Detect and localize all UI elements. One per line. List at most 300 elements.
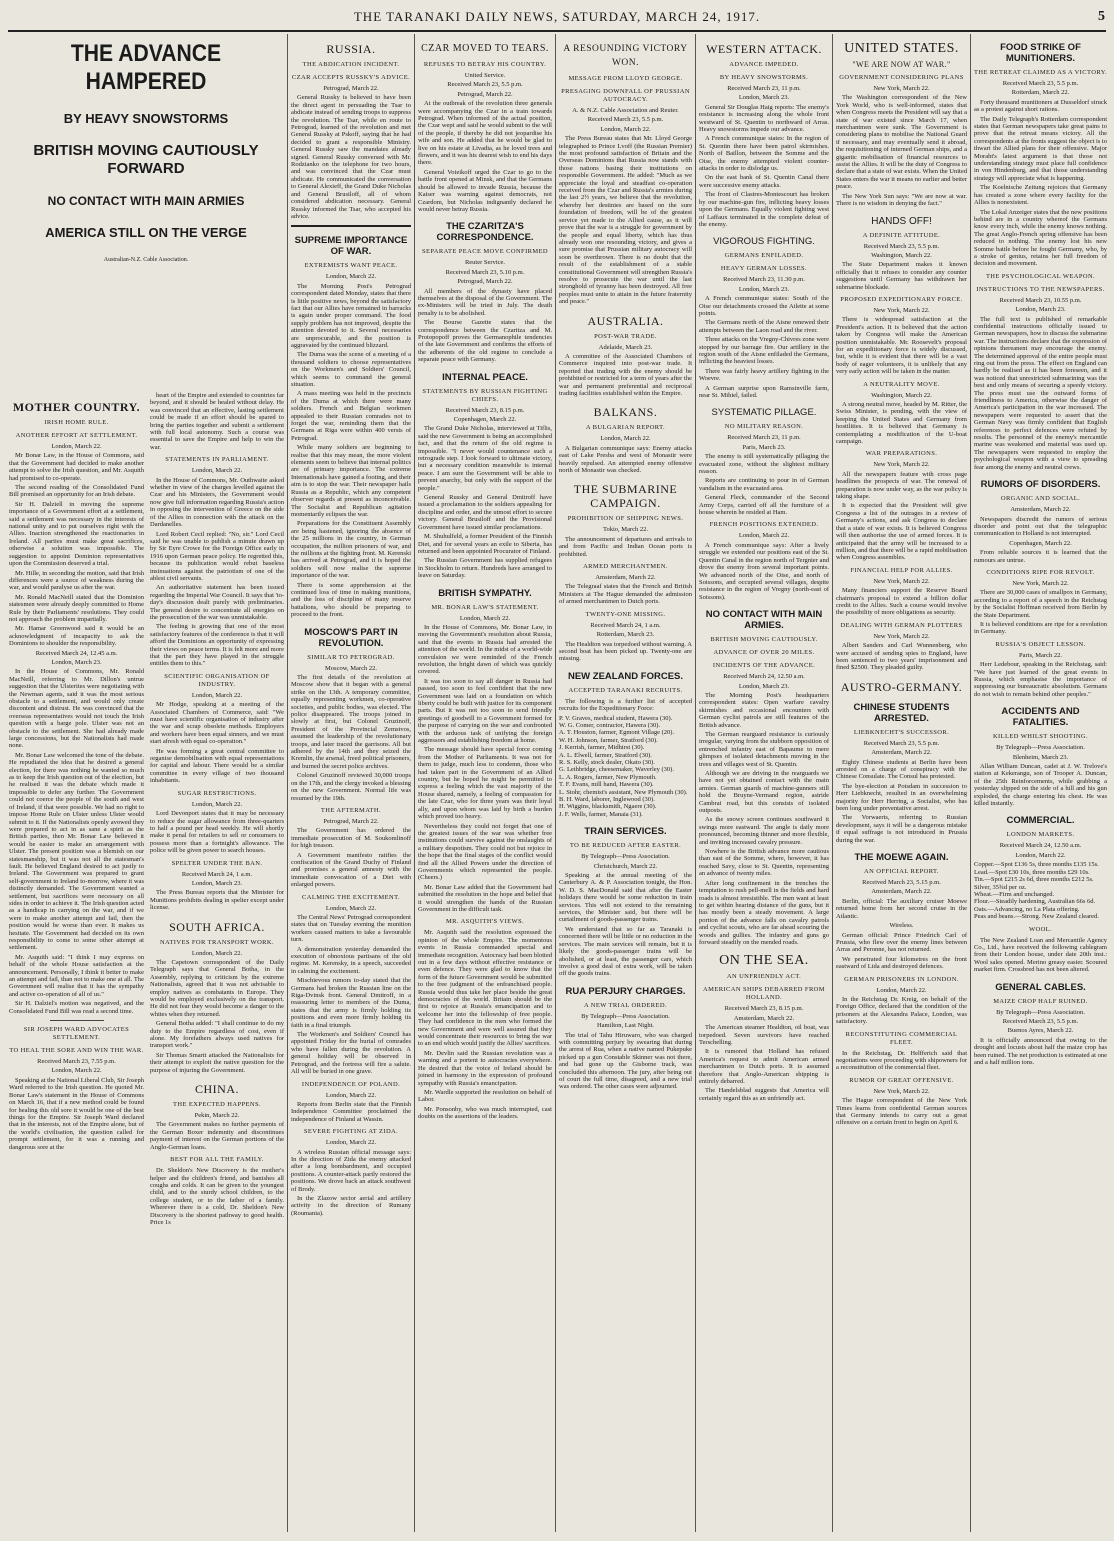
dateline: London, March 22. xyxy=(325,904,377,912)
sub-extremists: EXTREMISTS WANT PEACE. xyxy=(304,262,398,270)
sub-offensive: RUMOR OF GREAT OFFENSIVE. xyxy=(849,1076,954,1084)
paragraph: While many soldiers are beginning to realise that this may mean, the more violent elements seem to believe that internal politics are of primary importance. The extreme Internationals have gained a footing, and their aim is to stop the war. Their newspaper hails Russia as a Republic, which any competent observer regards at present as inconceivable. The Socialist and Republican agitation momentarily eclipses the war. xyxy=(291,444,411,518)
sub-poland: INDEPENDENCE OF POLAND. xyxy=(301,1080,401,1088)
paragraph: It is rumored that Holland has refused America's request to admit American armed merchantmen to Dutch ports. It is assumed therefore that Anglo-American shipping is entirely debarred. xyxy=(699,1048,829,1085)
received-line: Received March 23, 5.5 p.m. xyxy=(587,116,664,124)
dateline: Petrograd, March 22. xyxy=(323,817,379,825)
recruit-entry: L. Stohr, chemist's assistant, New Plymouth (30). xyxy=(559,788,688,796)
dateline: Petrograd, March 22. xyxy=(457,278,513,286)
paragraph: The Washington correspondent of the New York World, who is well-informed, states that when Congress meets the President will say that a state of war existed since March 17, when merchantmen were sunk. The Government is considering plans to mobilise the National Guard if necessary, and may eventually send it abroad, the requisitioning of interned German ships, and a gigantic mobilisation of financial resources to assist the Allies. It will be the duty of Congress to declare that a state of war exists. When the United States enters the war it means no earlier and better peace. xyxy=(836,94,967,191)
column-8 xyxy=(971,34,1110,1532)
sub-pillage: SYSTEMATIC PILLAGE. xyxy=(711,407,817,419)
paragraph: Many financiers support the Reserve Board chairman's proposal to extend a billion dollar credit to the Allies. Such a course would involve the possibility of more obligations as security. xyxy=(836,587,967,617)
received-line: Received March 23, 8.15 p.m. xyxy=(724,1005,804,1013)
dateline: Amsterdam, March 22. xyxy=(733,1014,795,1022)
section-rua-perjury: RUA PERJURY CHARGES. xyxy=(565,985,686,997)
sub-enfiladed: GERMANS ENFILADED. xyxy=(724,252,804,260)
section-commercial: COMMERCIAL. xyxy=(1006,815,1075,827)
paragraph: A Bulgarian communique says: Enemy attacks east of Lake Presba and west of Monastir were heavily repulsed. An attempted enemy offensive north of Monastir was checked. xyxy=(559,444,692,475)
paragraph: In the Reichstag, Dr. Helfferich said that negotiations were proceeding with shipowners for a reconstitution of the commercial fleet. xyxy=(836,1049,967,1072)
dateline: London, March 23. xyxy=(51,658,102,666)
dateline: New York, March 22. xyxy=(873,461,930,469)
paragraph: The Germans north of the Aisne renewed their attempts between the Laon road and the river. xyxy=(699,319,829,334)
sub-organic: ORGANIC AND SOCIAL. xyxy=(1000,495,1081,503)
paragraph: The Grand Duke Nicholas, interviewed at Tiflis, said the new Government is being an accomplished fact, and that the return of the old regime is impossible. "I never would countenance such a retrograde step. I look forward to ultimate victory, but a necessary condition meanwhile is internal peace. I am sure the Government will be able to prevent anarchy, but only with the support of the people." xyxy=(418,425,552,492)
market-list xyxy=(974,861,1107,920)
sub-commercial-fleet: RECONSTITUTING COMMERCIAL FLEET. xyxy=(845,1030,958,1046)
paragraph: From reliable sources it is learned that the rumours are untrue. xyxy=(974,549,1107,564)
sub-lloyd-george: MESSAGE FROM LLOYD GEORGE. xyxy=(568,75,683,82)
sub-separate-peace: SEPARATE PEACE MOVE CONFIRMED xyxy=(421,248,549,256)
sub-object-lesson: RUSSIA'S OBJECT LESSON. xyxy=(995,640,1086,648)
recruit-entry: H. Wiggins, blacksmith, Ngaere (30). xyxy=(559,803,657,811)
sub-supreme-importance: SUPREME IMPORTANCE OF WAR. xyxy=(294,235,408,258)
dateline: London, March 22. xyxy=(51,443,102,450)
section-united-states: UNITED STATES. xyxy=(844,41,959,56)
dateline: Christchurch, March 22. xyxy=(593,862,658,870)
paragraph: Mr. Asquith said: "I think I may express on behalf of the whole House satisfaction at the announcement. Personally, I think it better to make an attempt and fail, than not to make one at all. The Government will realise that it has the sympathy and active co-operation of all of us." xyxy=(9,953,144,998)
paragraph: There was fairly heavy artillery fighting in the Woevre. xyxy=(699,367,829,383)
received-line: Received March 24, 12.45 a.m. xyxy=(35,649,118,657)
sub-financial: FINANCIAL HELP FOR ALLIES. xyxy=(850,566,953,574)
paragraph: The enemy is still systematically pillaging the evacuated zone, without the slightest military reason. xyxy=(699,453,829,476)
paragraph: In the House of Commons, Mr. Ronald MacNeill, referring to Mr. Dillon's untrue suggestion that the Ulsterites were negotiating with the Newman agents, said it was the most serious obstacle to a settlement, and would only create discontent and distrust. He was convinced that the overseas representatives would not touch the Irish question with a barge pole. Ulster was not an obstacle to the settlement. She had already made large concessions, but the Nationalists had made none. xyxy=(9,668,144,750)
paragraph: The Telegraaf states that the French and British Ministers at The Hague demanded the admission of armed merchantmen to Dutch ports. xyxy=(559,583,692,606)
dateline: London, March 22. xyxy=(1015,851,1066,859)
paragraph: The Capetown correspondent of the Daily Telegraph says that General Botha, in the Assembly, replying to criticism by the extreme Nationalists, agreed that it was not advisable to employ natives as combatants in Europe. They would be employed exclusively on the transport. He did not fear they would become a danger to the whites when they returned. xyxy=(150,958,284,1018)
recruit-entry: T. F. Evans, mill hand, Hawera (30). xyxy=(559,781,654,789)
dateline: Washington, March 22. xyxy=(871,391,932,399)
paragraph: Reports are continuing to pour in of German vandalism in the evacuated area. xyxy=(699,477,829,492)
sub-definite: A DEFINITE ATTITUDE. xyxy=(862,231,941,239)
paragraph: The Press Bureau reports that the Minister for Munitions prohibits dealing in spelter except under license. xyxy=(150,889,284,912)
section-food-strike: FOOD STRIKE OF MUNITIONERS. xyxy=(1000,42,1081,64)
section-submarine: THE SUBMARINE CAMPAIGN. xyxy=(573,482,678,511)
paragraph: The feeling is growing that one of the most satisfactory features of the conference is that it will afford the Dominions an opportunity of expressing their views on peace terms. It is felt more and more that the part they have played in the struggle entitles them to this." xyxy=(150,623,284,668)
paragraph: Mr. Bonar Law welcomed the tone of the debate. He repudiated the idea that he desired a general election, for there was nothing he wanted so much as to keep the Irish question out of the election, but he realised it was the debate which made it impossible to defer any further. The Government could not coerce the people of the south and west of Ireland, if that were possible. We had no right to impose Home Rule on Ulster unless Ulster would submit to it. If the Nationalists openly avowed they were prepared to act in as sane a spirit as the British parties, then Mr. Bonar Law believed it would be easier to make an arrangement with Ulster. The present position was a blemish on our statesmanship, but it was not all the statesman's fault. He believed England desired to act justly to Ireland. The Government was prepared to grant self-government to Ireland to-morrow, where it was distinctly demanded. The Government wanted a settlement, but sacrifices were necessary on all sides in order to achieve it. The Irish question acted as a handicap in carrying on the war, and if we were to make another attempt and fail, then the position would be worse than ever. It makes us hesitate. The Government had decided on its own responsibility to come to some other attempt at settlement. xyxy=(9,751,144,952)
sub-reduced: TO BE REDUCED AFTER EASTER. xyxy=(569,842,682,850)
dateline: London, March 22. xyxy=(325,273,377,281)
sub-cautiously: BRITISH MOVING CAUTIOUSLY. xyxy=(710,636,818,644)
sub-no-contact: NO CONTACT WITH MAIN ARMIES. xyxy=(705,609,823,632)
paragraph: Eighty Chinese students at Berlin have been arrested on a charge of conspiracy with the Chinese Consulate. The Consul has protested. xyxy=(836,758,967,781)
sub-bonar-law: MR. BONAR LAW'S STATEMENT. xyxy=(431,603,539,611)
credit-line: By Telegraph—Press Association. xyxy=(581,1012,670,1020)
dateline: Petrograd, March 22. xyxy=(323,85,379,92)
lead-credit: Australian-N.Z. Cable Association. xyxy=(103,257,189,263)
deck-1: BY HEAVY SNOWSTORMS xyxy=(63,111,229,126)
paragraph: A strong neutral move, headed by M. Ritter, the Swiss Minister, is pending, with the view of keeping the United States and Germany from hostilities. It is believed that Germany is contemplating a modification of the U-boat campaign. xyxy=(836,401,967,446)
dateline: London, March 22. xyxy=(191,949,243,957)
dateline: London, March 22. xyxy=(738,532,790,540)
dateline: London, March 23. xyxy=(738,94,790,102)
column-1 xyxy=(6,392,147,1532)
paragraph: The Healdton was torpedoed without warning. A second boat has been picked up. Twenty-one are missing. xyxy=(559,640,692,663)
sub-moscow: MOSCOW'S PART IN REVOLUTION. xyxy=(304,626,398,649)
paragraph: The Russian Government has supplied refugees in Stockholm to return. Hundreds have arranged to leave on Saturday. xyxy=(418,557,552,580)
sub-prohibition: PROHIBITION OF SHIPPING NEWS. xyxy=(567,515,684,523)
paragraph: The Workmen's and Soldiers' Council has appointed Friday for the burial of comrades who have fallen during the revolution. A general holiday will be observed in Petrograd, and the fortress will fire a salute. All will be buried in one grave. xyxy=(291,1031,411,1076)
dateline: London, March 23. xyxy=(191,879,243,887)
recruit-entry: R. S. Kelly, stock dealer, Okato (30). xyxy=(559,758,655,766)
section-accidents: ACCIDENTS AND FATALITIES. xyxy=(1001,706,1080,729)
section-moewe: THE MOEWE AGAIN. xyxy=(854,852,949,864)
paragraph: A mass meeting was held in the precincts of the Duma at which there were many soldiers. French and Belgian workmen appealed to their Russian comrades not to forget the war, reminding them that the Germans at Riga were within 400 versts of Petrograd. xyxy=(291,390,411,442)
dateline: London, March 23. xyxy=(738,285,790,293)
received-line: Received March 23, 5.5 p.m. xyxy=(447,81,523,89)
page-number: 5 xyxy=(1098,9,1106,24)
market-entry: Oats.—Advancing, no La Plata offering. xyxy=(974,905,1080,913)
dateline: Copenhagen, March 22. xyxy=(453,416,517,423)
paragraph: The New York Sun says: "We are now at war. There is no wisdom in denying the fact." xyxy=(836,192,967,208)
lead-story-header xyxy=(6,34,286,354)
dateline: Pekin, March 22. xyxy=(194,1112,240,1120)
paragraph: Speaking at the annual meeting of the Canterbury A. & P. Association tonight, the Hon. W. D. S. MacDonald said that after the Easter holidays there would be some reduction in train services. This will not extend to the remaining services, the Minister said, but there will be curtailment of goods-passenger trains. xyxy=(559,872,692,924)
paragraph: Mr. Hille, in seconding the motion, said that Irish differences were a source of weakness during the war, and would paralyse us after the war. xyxy=(9,569,144,592)
sub-heavy-losses: HEAVY GERMAN LOSSES. xyxy=(720,265,808,273)
paragraph: After long confinement in the trenches the temptation to rush pell-mell in the fields and hard roads is almost irresistible. The men want at least to get within hearing distance of the guns, but it has mostly been a steady movement. A large portion of the advance falls on cavalry patrols and cyclist scouts, who are far ahead scouring the woods and gullies. The infantry and guns go forward steadily on the mended roads. xyxy=(699,879,829,946)
paragraph: The German rearguard resistance is curiously irregular, varying from the stubborn opposition of entrenched infantry east of Bapaume to mere glimpses of isolated detachments moving in the trees and villages west of St. Quentin. xyxy=(699,730,829,768)
recruit-entry: J. Kerrish, farmer, Midhirst (30). xyxy=(559,744,645,752)
paragraph: The Morning Post's headquarters correspondent states: Open warfare cavalry skirmishes and occasional encounters with German cyclist patrols are still features of the British advance. xyxy=(699,691,829,729)
dateline: New York, March 22. xyxy=(873,306,930,314)
received-line: Received March 23, 11.30 p.m. xyxy=(723,276,805,284)
column-5 xyxy=(556,34,695,1532)
paragraph: Lord Robert Cecil replied: "No, sir." Lord Cecil said he was unable to publish a minute drawn up by Sir Eyre Crowe for the Foreign Office early in 1916 upon German peace policy. He regretted this, because its publication would rebut baseless insinuations against the patriotism of one of the ablest civil servants. xyxy=(150,530,284,582)
paragraph: General Sir Douglas Haig reports: The enemy's resistance is increasing along the whole front westward of St. Quentin to northward of Arras. Heavy snowstorms impede our advance. xyxy=(699,103,829,134)
paragraph: There is some apprehension at the continued loss of time in making munitions, and the loss of discipline of many reserve battalions, who should be preparing to proceed to the front. xyxy=(291,581,411,619)
paragraph: The American steamer Healdton, oil boat, was torpedoed. Seven survivors have reached Terschelling. xyxy=(699,1024,829,1046)
section-general-cables: GENERAL CABLES. xyxy=(995,981,1086,993)
sub-abdication: THE ABDICATION INCIDENT. xyxy=(302,61,400,68)
credit-line: By Telegraph—Press Association. xyxy=(581,853,670,861)
sub-asquith: MR. ASQUITH'S VIEWS. xyxy=(445,918,525,926)
sub-fighting-chiefs: STATEMENTS BY RUSSIAN FIGHTING CHIEFS. xyxy=(422,387,548,403)
section-austro-germany: AUSTRO-GERMANY. xyxy=(840,679,963,694)
dateline: London, March 22. xyxy=(325,1139,377,1147)
dateline: Blenheim, March 23. xyxy=(1012,753,1069,761)
dateline: New York, March 22. xyxy=(873,632,930,640)
dateline: New York, March 22. xyxy=(873,1087,930,1095)
sub-maize: MAIZE CROP HALF RUINED. xyxy=(993,997,1088,1005)
sub-scientific: SCIENTIFIC ORGANISATION OF INDUSTRY. xyxy=(164,672,270,688)
paragraph: Albert Sanders and Carl Wunnenberg, who were accused of sending spies to England, have been sentenced to two years' imprisonment and fined $2500. They pleaded guilty. xyxy=(836,642,967,672)
deck-2: BRITISH MOVING CAUTIOUSLY FORWARD xyxy=(33,142,259,177)
recruit-entry: A. L. Elwell, farmer, Stratford (30). xyxy=(559,751,652,759)
paragraph: The Press Bureau states that Mr. Lloyd George telegraphed to Prince Lvoff (the Russian Premier) the most profound satisfaction of Britain and the Overseas Dominions that Russia now stands with those nations basing their institutions on responsible Government. He added: "Much as we appreciate the loyal and steadfast co-operation received from the Czar and Russia's armies during the last 2½ years, we believe that the revolution, whereby her destinies are based on the sure foundation of freedom, will be of the greatest service yet made to the Allied cause, as it will prove that the war is a struggle for government by the people and equal liberty, which has thus already won one resounding victory, and gives a sure promise that Prussian military autocracy will soon be overthrown. There is no doubt that the result of the establishment of a stable constitutional Government will strengthen Russia's resolve to prosecute the war until the last stronghold of tyranny has been destroyed. All free peoples must unite to attain in the future fraternity and peace." xyxy=(559,135,692,306)
divider xyxy=(291,225,411,227)
received-line: Received March 23, 8.15 p.m. xyxy=(445,406,525,414)
paragraph: Nevertheless they could not forget that one of the greatest issues of the war was whether free institutions could survive against the onslaughts of a military despotism. They could not but rejoice in the hope that the final stages of the conflict would find all the Allied Powers under the direction of Governments which represented the people. (Cheers.) xyxy=(418,822,552,882)
paragraph: At the outbreak of the revolution three generals were accompanying the Czar in a train towards Petrograd. When informed of the actual position, the Czar wept and said he would submit to the will of the people, if thereby he did not jeopardise his wife and son. He added that he would be glad to live on his estate at Livadia, as he loved trees and flowers, and it was his dearest wish to end his days there. xyxy=(418,100,552,167)
sub-internal-peace: INTERNAL PEACE. xyxy=(442,371,528,383)
sub-20-miles: ADVANCE OF OVER 20 MILES. xyxy=(713,649,815,657)
paragraph: There is widespread satisfaction at the President's action. It is believed that the action taken by Congress will make the American position unmistakable. Mr. Roosevelt's proposal for an expeditionary force is widely discussed, but, while it is evident that there will be a vast body of eager volunteers, it is unlikely that any very early action will be taken in the matter. xyxy=(836,316,967,376)
paragraph: heart of the Empire and extended to countries far beyond, and it should be healed without delay. He was convinced that an effective, lasting settlement could be made if an effort should be spared to bring the parties together and submit a settlement with full local autonomy. Such a course was essential to save the Empire and help to win the war. xyxy=(150,392,284,451)
received-line: Received March 23, 5.15 p.m. xyxy=(862,879,941,887)
paragraph: General Botha added: "I shall continue to do my duty to the Empire regardless of cost, even if alone. My forefathers always used natives for transport work." xyxy=(150,1020,284,1050)
paragraph: Newspapers discredit the rumors of serious disorder and point out that the telegraphic communication to Holland is not interrupted. xyxy=(974,515,1107,538)
sub-recruits: ACCEPTED TARANAKI RECRUITS. xyxy=(568,686,683,694)
section-czar-tears: CZAR MOVED TO TEARS. xyxy=(421,43,549,54)
section-mother-country: MOTHER COUNTRY. xyxy=(12,400,141,414)
sub-bulgarian: A BULGARIAN REPORT. xyxy=(585,424,666,432)
paragraph: The New Zealand Loan and Mercantile Agency Co., Ltd., have received the following cablegram from their London house, under date 20th inst.: Wool sales opened. Merino greasy easier. Scoured market firm. Crossbred has not been altered. xyxy=(974,936,1107,974)
received-line: Received March 23, 7.55 p.m. xyxy=(37,1058,116,1066)
received-line: Received March 24, 1 a.m. xyxy=(590,621,661,629)
masthead xyxy=(8,6,1106,32)
paragraph: The State Department makes it known officially that it refuses to consider any counter suggestions until Germany has withdrawn her submarine blockade. xyxy=(836,261,967,291)
paragraph: The following is a further list of accepted recruits for the Expeditionary Force: xyxy=(559,697,692,713)
dateline: New York, March 22. xyxy=(1012,579,1069,587)
sub-post-war: POST-WAR TRADE. xyxy=(594,332,657,340)
paragraph: A French communique says: After a lively struggle we extended our positions east of the St. Quentin Canal in the region north of Tergnier and drove the enemy from several important points. We advanced north of the Oise, and north of Soissons, and occupied several villages, despite resistance in the region of Vregny (north-east of Soissons). xyxy=(699,541,829,601)
paragraph: It is expected that the President will give Congress a list of the outrages in a review of Germany's actions, and ask Congress to declare that a state of war exists. It is believed Congress will then authorise the use of armed forces. It is anticipated that the army will be increased to a million, and that there will be a rapid mobilisation when Congress assembles. xyxy=(836,502,967,562)
paragraph: In the House of Commons, Mr. Bonar Law, in moving the Government's resolution about Russia, said that the events in Russia had arrested the attention of the world. In the midst of a world-wide convulsion we were reminded of the French revolution, the bright dawn of which was quickly covered. xyxy=(418,623,552,676)
paragraph: The first details of the revolution at Moscow show that it began with a general strike on the 13th. A temporary committee, equally representing workmen, co-operative societies, and public bodies, was elected. The police disappeared. The troops joined in slowly at first, but Colonel Gruzinoff, President of the Provincial Zemstvos, assumed the leadership of the revolutionary troops, and later traced the garrisons. All but adhered by the 14th and they seized the Kremlin, the arsenal, freed political prisoners, and burned the secret police archives. xyxy=(291,674,411,770)
market-entry: Silver, 35¾d per oz. xyxy=(974,883,1027,891)
paragraph: Mr. Ronald MacNeill stated that the Dominion statesmen were already deeply committed to Home Rule by their Parliaments' resolutions. They could not approach the problem impartially. xyxy=(9,593,144,623)
sub-aftermath: THE AFTERMATH. xyxy=(320,806,382,814)
divider xyxy=(50,1020,104,1021)
paragraph: German official: Prince Friedrich Carl of Prussia, who flew over the enemy lines between Arras and Peronne, has not returned. xyxy=(836,931,967,954)
received-line: Received March 24, 12.50 a.m. xyxy=(723,673,805,681)
dateline: Washington, March 22. xyxy=(871,251,932,259)
paragraph: M. Shuhulfeld, a former President of the Finnish Diet, and for several years an exile to Siberia, has returned and been appointed Procurator of Finland. xyxy=(418,533,552,555)
recruit-entry: W. H. Johnson, farmer, Stratford (30). xyxy=(559,736,658,744)
paragraph: The message should have special force coming from the Mother of Parliaments. It was not for them to judge, much less to condemn, those who had taken part in the Government of an Allied country, but he hoped he might be permitted to express a feeling which the vast majority of the House shared, namely, a feeling of compassion for the late Czar, who for three years was their loyal ally, and upon whom was laid by birth a burden which proved too heavy. xyxy=(418,746,552,821)
dateline: Paris, March 23. xyxy=(742,443,786,451)
sub-advance-impeded: ADVANCE IMPEDED. xyxy=(729,61,799,68)
paragraph: Sir H. Dalziel's motion was negatived, and the Consolidated Fund Bill was read a second time. xyxy=(9,1000,144,1015)
section-south-africa: SOUTH AFRICA. xyxy=(169,919,265,934)
received-line: Received March 24, 12.50 a.m. xyxy=(999,842,1082,850)
credit-line: United Service. xyxy=(464,72,506,79)
dateline: London, March 22. xyxy=(600,125,651,133)
sub-spelter: SPELTER UNDER THE BAN. xyxy=(171,859,263,867)
credit-line: By Telegraph—Press Association. xyxy=(996,744,1085,752)
paragraph: General Fleck, commander of the Second Army Corps, carried off all the furniture of a house wherein he resided at Ham. xyxy=(699,494,829,517)
section-australia: AUSTRALIA. xyxy=(587,313,664,328)
dateline: Rotterdam, March 22. xyxy=(1011,89,1070,97)
paragraph: General Voieikoff urged the Czar to go to the battle front opened at Minsk, and that the Germans should be allowed to invade Russia, because the Kaiser was warning against democrats, not Czardom, but Nicholas indignantly declared he would never betray Russia. xyxy=(418,168,552,213)
sub-russky: CZAR ACCEPTS RUSSKY'S ADVICE. xyxy=(291,74,411,81)
recruit-entry: L. A. Rogers, farmer, New Plymouth. xyxy=(559,773,657,781)
section-western-attack: WESTERN ATTACK. xyxy=(706,42,822,56)
section-resounding-victory: A RESOUNDING VICTORY WON. xyxy=(563,44,688,68)
sub-new-trial: A NEW TRIAL ORDERED. xyxy=(584,1001,667,1009)
market-entry: Wheat.—Firm and unchanged. xyxy=(974,890,1055,898)
received-line: Received March 23, 5.5 p.m. xyxy=(1002,1017,1079,1025)
sub-considering: GOVERNMENT CONSIDERING PLANS xyxy=(839,74,964,81)
paragraph: The Koelnische Zeitung rejoices that Germany has created a zone where every facility for the Allies is nonexistent. xyxy=(974,184,1107,207)
sub-wool: WOOL. xyxy=(1028,925,1053,933)
dateline: London, March 23. xyxy=(738,682,790,690)
dateline: Rotterdam, March 23. xyxy=(596,631,655,639)
sub-hands-off: HANDS OFF! xyxy=(871,215,932,227)
sub-vigorous: VIGOROUS FIGHTING. xyxy=(713,236,815,248)
main-headline: THE ADVANCE HAMPERED xyxy=(70,40,222,95)
dateline: London, March 23. xyxy=(1015,306,1066,314)
dateline: London, March 22. xyxy=(325,1091,377,1099)
sub-expected: THE EXPECTED HAPPENS. xyxy=(172,1101,262,1109)
paragraph: The front of Clastres-Montescourt has broken by our machine-gun fire, inflicting heavy losses upon the Germans. Equally violent fighting west of Laffaux terminated in the complete defeat of the enemy. xyxy=(699,191,829,228)
dateline: Copenhagen, March 22. xyxy=(1009,539,1072,547)
paragraph: Nowhere is the British advance more cautious than east of the Somme, where, however, it has reached Savy, close to St. Quentin, representing an advance of twenty miles. xyxy=(699,848,829,878)
sub-calming: CALMING THE EXCITEMENT. xyxy=(302,893,400,901)
paragraph: Sir H. Dalziell in moving the supreme importance of a Government effort at a settlement, said a settlement was necessary in the interests of national unity and to put ourselves right with the Allies. Inaction strengthened the reactionaries in Ireland. All parties must make great sacrifices, otherwise a solution was impossible. The suggestion to appoint Dominion representatives upon the Commission deserved a trial. xyxy=(9,500,144,568)
sub-unfriendly: AN UNFRIENDLY ACT. xyxy=(726,973,802,981)
paragraph: In the Zlazow sector aerial and artillery activity in the direction of Rumany (Roumania). xyxy=(291,1194,411,1217)
recruit-entry: B. H. Ward, laborer, Inglewood (30). xyxy=(559,796,655,803)
dateline: Amsterdam, March 22. xyxy=(871,749,932,757)
dateline: London, March 22. xyxy=(191,800,243,808)
sub-family: BEST FOR ALL THE FAMILY. xyxy=(170,1156,264,1164)
column-6 xyxy=(696,34,832,1532)
paragraph: All the newspapers feature with cross page headlines the prospects of war. The renewal of preparation is now under way, as the war policy is taking shape. xyxy=(836,470,967,501)
paragraph: Although we are driving in the rearguards we have not yet obtained contact with the main armies. German guards of machine-gunners still hold the Bruyne-Vermand region, astride Cambrai road, but this consists of isolated outposts. xyxy=(699,770,829,815)
sub-natives: NATIVES FOR TRANSPORT WORK. xyxy=(159,938,275,946)
sub-czaritza: THE CZARITZA'S CORRESPONDENCE. xyxy=(436,221,534,244)
paragraph: The Handelsblad suggests that America will certainly regard this as an unfriendly act. xyxy=(699,1087,829,1102)
paragraph: Forty thousand munitioners at Dusseldorf struck as a protest against short rations. xyxy=(974,98,1107,114)
paragraph: All members of the dynasty have placed themselves at the disposal of the Government. The ex-Ministers will be tried in July. The death penalty is to be abolished. xyxy=(418,287,552,317)
paragraph: The Central News' Petrograd correspondent states that on Tuesday evening the munition workers caused matters to take a favourable turn. xyxy=(291,913,411,944)
paragraph: General Russky and General Dmitroff have issued a proclamation to the soldiers appealing for discipline and order, and the utmost effort to secure victory. General Brusiloff and the Provisional Government have issued similar proclamations. xyxy=(418,494,552,531)
sub-presaging: PRESAGING DOWNFALL OF PRUSSIAN AUTOCRACY. xyxy=(561,88,690,103)
paragraph: The Morning Post's Petrograd correspondent dated Monday, states that there is little positive news, beyond the satisfactory fact that our Allies have remained in barracks is again under proper command. The food supply problem has not improved, despite the attention devoted to it. Several necessaries are unprocurable, and the position is aggravated by the continued blizzard. xyxy=(291,282,411,349)
sub-ripe: CONDITIONS RIPE FOR REVOLT. xyxy=(986,568,1095,576)
recruit-list xyxy=(559,715,692,819)
sub-london-markets: LONDON MARKETS. xyxy=(1006,831,1075,839)
paragraph: A French communique states: In the region of St. Quentin there have been patrol skirmishes. North of Baillon, between the Somme and the Oise, the enemy attempted violent counter-attacks in order to dislodge us. xyxy=(699,135,829,173)
paragraph: The trial of Tahu Hiruwaro, who was charged with committing perjury by swearing that during the arrest of Rua, when a native named Pukepuke picked up a gun Constable Skinner was not there, and had gone up the Gisborne track, was concluded this afternoon. The jury, after being out of court the full time, disagreed, and a new trial was ordered. The other cases were adjourned. xyxy=(559,1031,692,1091)
dateline: Amsterdam, March 22. xyxy=(871,888,932,896)
sub-official-report: AN OFFICIAL REPORT. xyxy=(864,868,939,876)
paragraph: Berlin, official: The auxiliary cruiser Moewe returned home from her second cruise in the Atlantic. xyxy=(836,897,967,920)
paragraph: The Bourse Gazette states that the correspondence between the Czaritza and M. Protopopoff proves the Germanophile tendencies of the late Government and confirms the efforts of the adherents of the old regime to conclude a separate peace with Germany. xyxy=(418,319,552,364)
paragraph: There are 30,000 cases of smallpox in Germany, according to a report of a speech in the Reichstag by the Socialist Hoffman received from Berlin by the State Department. xyxy=(974,589,1107,619)
credit-line: Reuter Service. xyxy=(464,259,506,267)
sub-sugar: SUGAR RESTRICTIONS. xyxy=(177,789,257,797)
paragraph: As the snowy screen continues southward it swings more eastward. The angle is daily more pronounced, becoming thinner and more flexible, and inviting increased cavalry pressure. xyxy=(699,816,829,846)
masthead-title: THE TARANAKI DAILY NEWS, SATURDAY, MARCH 24, 1917. xyxy=(353,9,761,24)
paragraph: The bye-election at Potsdam in succession to Herr Liebknecht, resulted in an overwhelming majority for Herr Herring, a Socialist, who has been long under preventative arrest. xyxy=(836,782,967,813)
paragraph: We penetrated four kilometres on the front eastward of Lida and destroyed defences. xyxy=(836,955,967,971)
column-2 xyxy=(147,392,287,1532)
paragraph: A French communique states: South of the Oise our detachments crossed the Ailette at some points. xyxy=(699,295,829,317)
dateline: London, March 22. xyxy=(51,1067,102,1075)
column-3 xyxy=(288,34,414,1532)
sub-no-military: NO MILITARY REASON. xyxy=(724,423,804,431)
sub-incidents: INCIDENTS OF THE ADVANCE. xyxy=(712,662,816,670)
sub-psychological: THE PSYCHOLOGICAL WEAPON. xyxy=(985,272,1096,280)
sub-war-preparations: WAR PREPARATIONS. xyxy=(865,450,938,458)
section-russia: RUSSIA. xyxy=(326,42,376,56)
dateline: London, March 22. xyxy=(600,435,651,443)
paragraph: A wireless Russian official message says: In the direction of Zida the enemy attacked after a long bombardment, and occupied positions. A counter-attack partly restored the positions. We drove back an attack southwest of Brody. xyxy=(291,1148,411,1193)
paragraph: A German surprise upon Ramsinville farm, near St. Mihiel, failed. xyxy=(699,384,829,399)
paragraph: The Hague correspondent of the New York Times learns from confidential German sources that Germany intends to carry out a great offensive on a certain front to begin on April 6. xyxy=(836,1097,967,1127)
dateline: Petrograd, March 22. xyxy=(457,90,513,98)
paragraph: A demonstration yesterday demanded the execution of obnoxious partisans of the old regime. M. Kerensky, in a speech, succeeded in calming the excitement. xyxy=(291,945,411,975)
dateline: New York, March 22. xyxy=(873,577,930,585)
paragraph: The Daily Telegraph's Rotterdam correspondent states that German newspapers take great pains to prove that the retreat means victory. All the correspondents at the fronts suggest the object is to thwart the Allied plans for their offensive. Major Moraht's latest argument is that those not understanding strategy must place full confidence in von Hindenburg, and that those understanding strategy will appreciate what is happening. xyxy=(974,115,1107,182)
section-rumors: RUMORS OF DISORDERS. xyxy=(980,479,1101,491)
dateline: London, March 22. xyxy=(191,467,243,475)
recruit-entry: A. T. Houston, farmer, Egmont Village (20). xyxy=(559,729,675,737)
sub-now-at-war: "WE ARE NOW AT WAR." xyxy=(852,60,951,69)
market-entry: Copper.—Spot £136 5s, three months £135 15s. xyxy=(974,861,1099,869)
received-line: Received March 23, 11 p.m. xyxy=(727,434,801,442)
dateline: Amsterdam, March 22. xyxy=(1010,506,1071,514)
sub-statements: STATEMENTS IN PARLIAMENT. xyxy=(165,456,269,464)
section-nz-forces: NEW ZEALAND FORCES. xyxy=(567,670,684,682)
paragraph: On the east bank of St. Quentin Canal there were successive enemy attacks. xyxy=(699,174,829,189)
sub-prisoners: GERMAN PRISONERS IN LONDON. xyxy=(844,975,959,983)
dateline: New York, March 22. xyxy=(873,85,930,92)
sub-liebknecht: LIEBKNECHT'S SUCCESSOR. xyxy=(853,728,950,736)
sub-zida: SEVERE FIGHTING AT ZIDA. xyxy=(303,1128,399,1136)
recruit-entry: J. F. Wells, farmer, Manaia (31). xyxy=(559,810,643,818)
paragraph: Allan William Duncan, cadet at J. W. Trelove's station at Kekerangu, son of Trooper A. Duncan, of the 25th Reinforcements, while grabbing a yesterday slipped on the side of a hill and his gun exploded, the charge entering his chest. He was killed instantly. xyxy=(974,763,1107,808)
column-7 xyxy=(833,34,970,1532)
paragraph: It is believed conditions are ripe for a revolution in Germany. xyxy=(974,620,1107,636)
paragraph: Mr Hodge, speaking at a meeting of the Associated Chambers of Commerce, said: "We must have scientific organisation of industry after the war and scrap obsolete methods. Employers and workers have been equal sinners, and we must start afresh with equal co-operation." xyxy=(150,701,284,746)
paragraph: Mr. Devlin said the Russian revolution was a warning and a portent to autocracies everywhere. He desired that the voice of Ireland should be joined in harmony in the expression of profound sympathy with Russia's emancipation. xyxy=(418,1049,552,1087)
paragraph: Mr. Ponsonby, who was much interrupted, cast doubts on the assertions of the leaders. xyxy=(418,1105,552,1121)
paragraph: Mr. Bonar Law added that the Government had submitted the resolution in the hope and belief that it would strengthen the hands of the Russian Government in the difficult task. xyxy=(418,883,552,913)
paragraph: Mr. Wardle supported the resolution on behalf of Labor. xyxy=(418,1088,552,1104)
paragraph: It was too soon to say all danger in Russia had passed, too soon to feel confident that the new Government was laid on a foundation on which liberty could be built with justice for its component parts. But it was not too soon to send friendly greetings of goodwill to a Government formed for the purpose of carrying on the war and confronted with the arduous task of unifying the foreign aggressors and establishing freedom at home. xyxy=(418,677,552,745)
recruit-entry: P. V. Graves, medical student, Hawera (30). xyxy=(559,714,673,722)
sub-similar: SIMILAR TO PETROGRAD. xyxy=(307,653,395,661)
sub-british-sympathy: BRITISH SYMPATHY. xyxy=(438,587,532,599)
paragraph: The Lokal Anzeiger states that the new positions behind are in a country whereof the Germans know every inch, while the enemy knows nothing. The great Anglo-French spring offensive has been reduced to nothing. The enemy lost his new Somme battle before he fought Germany, who, by a stroke of genius, retains her full freedom of decision and movement. xyxy=(974,208,1107,268)
dateline: London, March 22. xyxy=(459,614,511,622)
paragraph: Reports from Berlin state that the Finnish Independence Committee proclaimed the independence of Finland at Wassin. xyxy=(291,1100,411,1123)
section-balkans: BALKANS. xyxy=(593,405,658,420)
paragraph: Herr Ledebour, speaking in the Reichstag, said: "We have just learned of the great events in Russia, which emphasise the importance of suppressing our bureaucratic absolutism. Germans do not wish to remain behind other peoples." xyxy=(974,661,1107,698)
dateline: Tokio, March 22. xyxy=(602,526,649,534)
paragraph: Mr. Hamar Greenwood said it would be an acknowledgment of incapacity to ask the Dominions to shoulder the responsibility. xyxy=(9,625,144,648)
paragraph: The second reading of the Consolidated Fund Bill promised an opportunity for an Irish debate. xyxy=(9,484,144,499)
paragraph: A Government manifesto ratifies the confiscation of the Grand Duchy of Finland and promises a general amnesty with the immediate convocation of a Diet with enlarged powers. xyxy=(291,851,411,889)
received-line: Received March 23, 11 p.m. xyxy=(727,85,801,92)
paragraph: The Duma was the scene of a meeting of a thousand soldiers to choose representatives on the Workmen's and Soldiers' Council, which seems to command the general situation. xyxy=(291,351,411,388)
received-line: Received March 24, 1 a.m. xyxy=(181,870,253,878)
sub-expeditionary: PROPOSED EXPEDITIONARY FORCE. xyxy=(840,295,963,303)
sub-refuses: REFUSES TO BETRAY HIS COUNTRY. xyxy=(423,61,547,68)
received-line: Received March 23, 5.5 p.m. xyxy=(863,739,940,747)
received-line: Received March 23, 5.5 p.m. xyxy=(1002,80,1079,87)
received-line: Received March 23, 5.5 p.m. xyxy=(863,242,940,250)
paragraph: The Government has ordered the immediate prosecution of M. Soukomlinoff for high treason. xyxy=(291,827,411,850)
paragraph: The announcement of departures and arrivals to and from Pacific and Indian Ocean ports is prohibited. xyxy=(559,535,692,558)
paragraph: Speaking at the National Liberal Club, Sir Joseph Ward referred to the Irish question. He quoted Mr. Bonar Law's statement in the House of Commons on March 16, that if a new method could be found for healing this old sore it would be one of the best things for the Empire. Sir Joseph Ward declared that in the interests, not of the Empire alone, but of the world's civilisation, the question called for prompt settlement, for it was a running and dangerous sore at the xyxy=(9,1076,144,1151)
paragraph: The full text is published of remarkable confidential instructions officially issued to German newspapers, how to discuss the submarine war. The instructions declare that the expression of opinions thereanent may encourage the enemy. The determined approval of the entire people must ring out from the press. The effect on England can hardly be realised as it has been foreseen, and it was noticed that unrestricted submarining was the best and only means of securing a speedy victory. The press must use the outward forms of friendliness to America, otherwise the danger of America's participation in the war increased. The newspapers were requested to assert that the German Navy was firmly confident that English references to perfect defences were refuted by results. The personnel of the enemy's mercantile marine was weakened and material was used up. The newspapers were requested to employ the psychological weapon with a view to spreading fear among the enemy and neutral crews. xyxy=(974,315,1107,471)
paragraph: Colonel Gruzinoff reviewed 30,000 troops on the 17th, and the clergy invoked a blessing on the new Government. Normal life was resumed by the 19th. xyxy=(291,772,411,802)
sub-chinese-students: CHINESE STUDENTS ARRESTED. xyxy=(853,701,950,724)
section-on-the-sea: ON THE SEA. xyxy=(719,953,809,969)
market-entry: Flour.—Steadily hardening, Australian 66s 6d. xyxy=(974,898,1096,906)
paragraph: An authoritative statement has been issued regarding the Imperial War Council. It says that 'to-day's discussion dealt purely with preliminaries. The general desire to concentrate all energies on the prosecution of the war was unmistakable. xyxy=(150,584,284,621)
paragraph: In the Reichstag Dr. Kreig, on behalf of the Foreign Office, declared that the condition of the prisoners at the Alexandra Palace, London, was satisfactory. xyxy=(836,995,967,1026)
paragraph: A committee of the Associated Chambers of Commerce inquired into post-war trade. It reported that trading with the enemy should be prohibited or restricted for a term of years after the war and permanent preferential and reciprocal trading facilities established within the Empire. xyxy=(559,352,692,397)
section-train-services: TRAIN SERVICES. xyxy=(584,826,667,838)
paragraph: Sir Thomas Smartt attacked the Nationalists for their attempt to exploit the native question for the purpose of injuring the Government. xyxy=(150,1051,284,1074)
sub-debarred: AMERICAN SHIPS DEBARRED FROM HOLLAND. xyxy=(703,986,825,1002)
